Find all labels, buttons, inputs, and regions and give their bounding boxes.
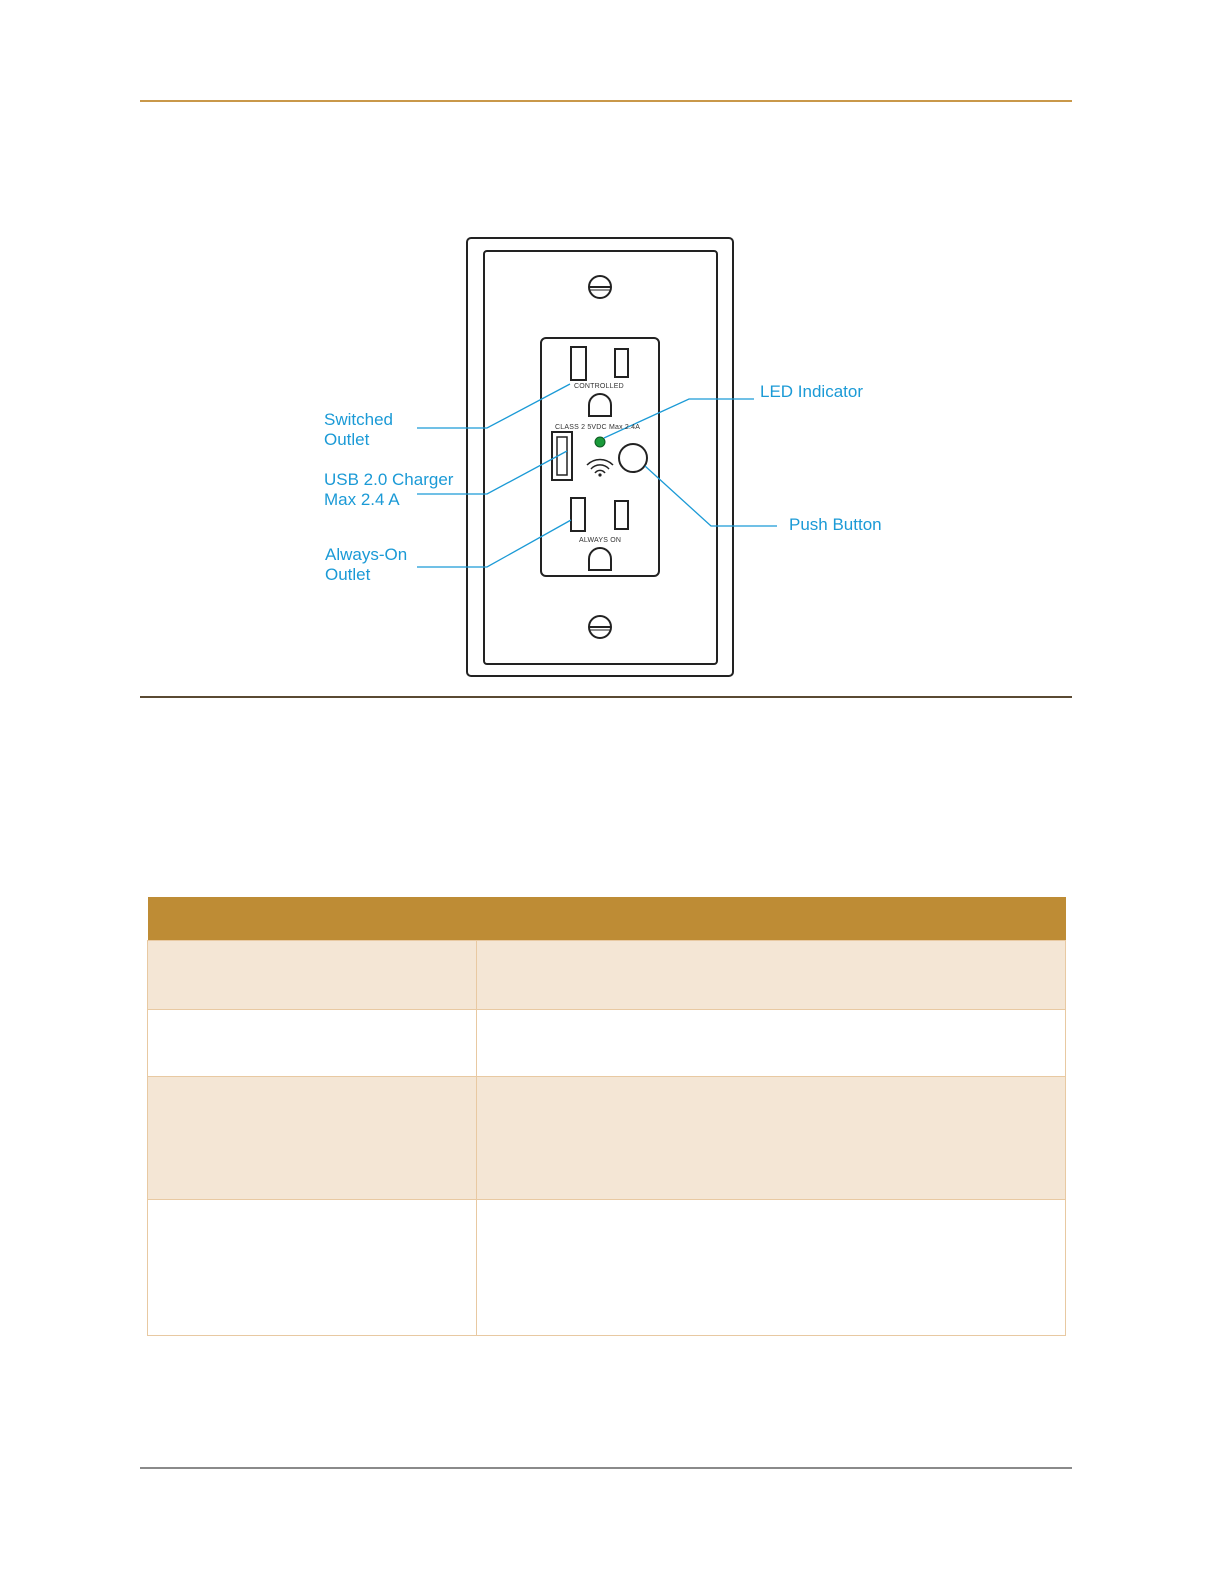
switched-outlet-line-1: Switched [324,410,393,429]
outlet-illustration [0,0,1225,720]
controlled-ground-hole [589,394,611,416]
led-indicator-icon [595,437,605,447]
table-cell [477,1077,1066,1200]
table-header-row [148,897,1066,941]
push-button-callout: Push Button [789,515,882,534]
switched-outlet-callout [324,410,393,450]
footer-rule [140,1467,1072,1469]
table-row [148,1010,1066,1077]
always-on-neutral-slot [571,498,585,531]
always-on-line-1: Always-On [325,545,408,564]
always-on-label: ALWAYS ON [579,537,622,544]
usb-rating-label: CLASS 2 5VDC Max 2.4A [555,424,641,431]
switched-outlet-line-2: Outlet [324,430,370,449]
table-row [148,1077,1066,1200]
table-cell [148,1010,477,1077]
push-button-icon [619,444,647,472]
table-header-cell [477,897,1066,941]
table-header-cell [148,897,477,941]
table-cell [148,1077,477,1200]
table-row [148,1200,1066,1336]
table-row [148,941,1066,1010]
always-on-ground-hole [589,548,611,570]
table-cell [148,941,477,1010]
outlet-diagram [0,0,1225,720]
table-cell [148,1200,477,1336]
always-on-hot-slot [615,501,628,529]
controlled-label: CONTROLLED [574,383,624,390]
controlled-hot-slot [615,349,628,377]
bottom-screw-icon [589,616,611,638]
table-cell [477,941,1066,1010]
spec-table [147,897,1066,1336]
led-indicator-callout: LED Indicator [760,382,863,401]
usb-charger-line-2: Max 2.4 A [324,490,400,509]
section-rule [140,696,1072,698]
table-cell [477,1200,1066,1336]
table-cell [477,1010,1066,1077]
always-on-line-2: Outlet [325,565,371,584]
controlled-neutral-slot [571,347,586,380]
usb-charger-line-1: USB 2.0 Charger [324,470,454,489]
top-screw-icon [589,276,611,298]
usb-charger-callout [324,470,453,510]
always-on-callout [325,545,407,585]
